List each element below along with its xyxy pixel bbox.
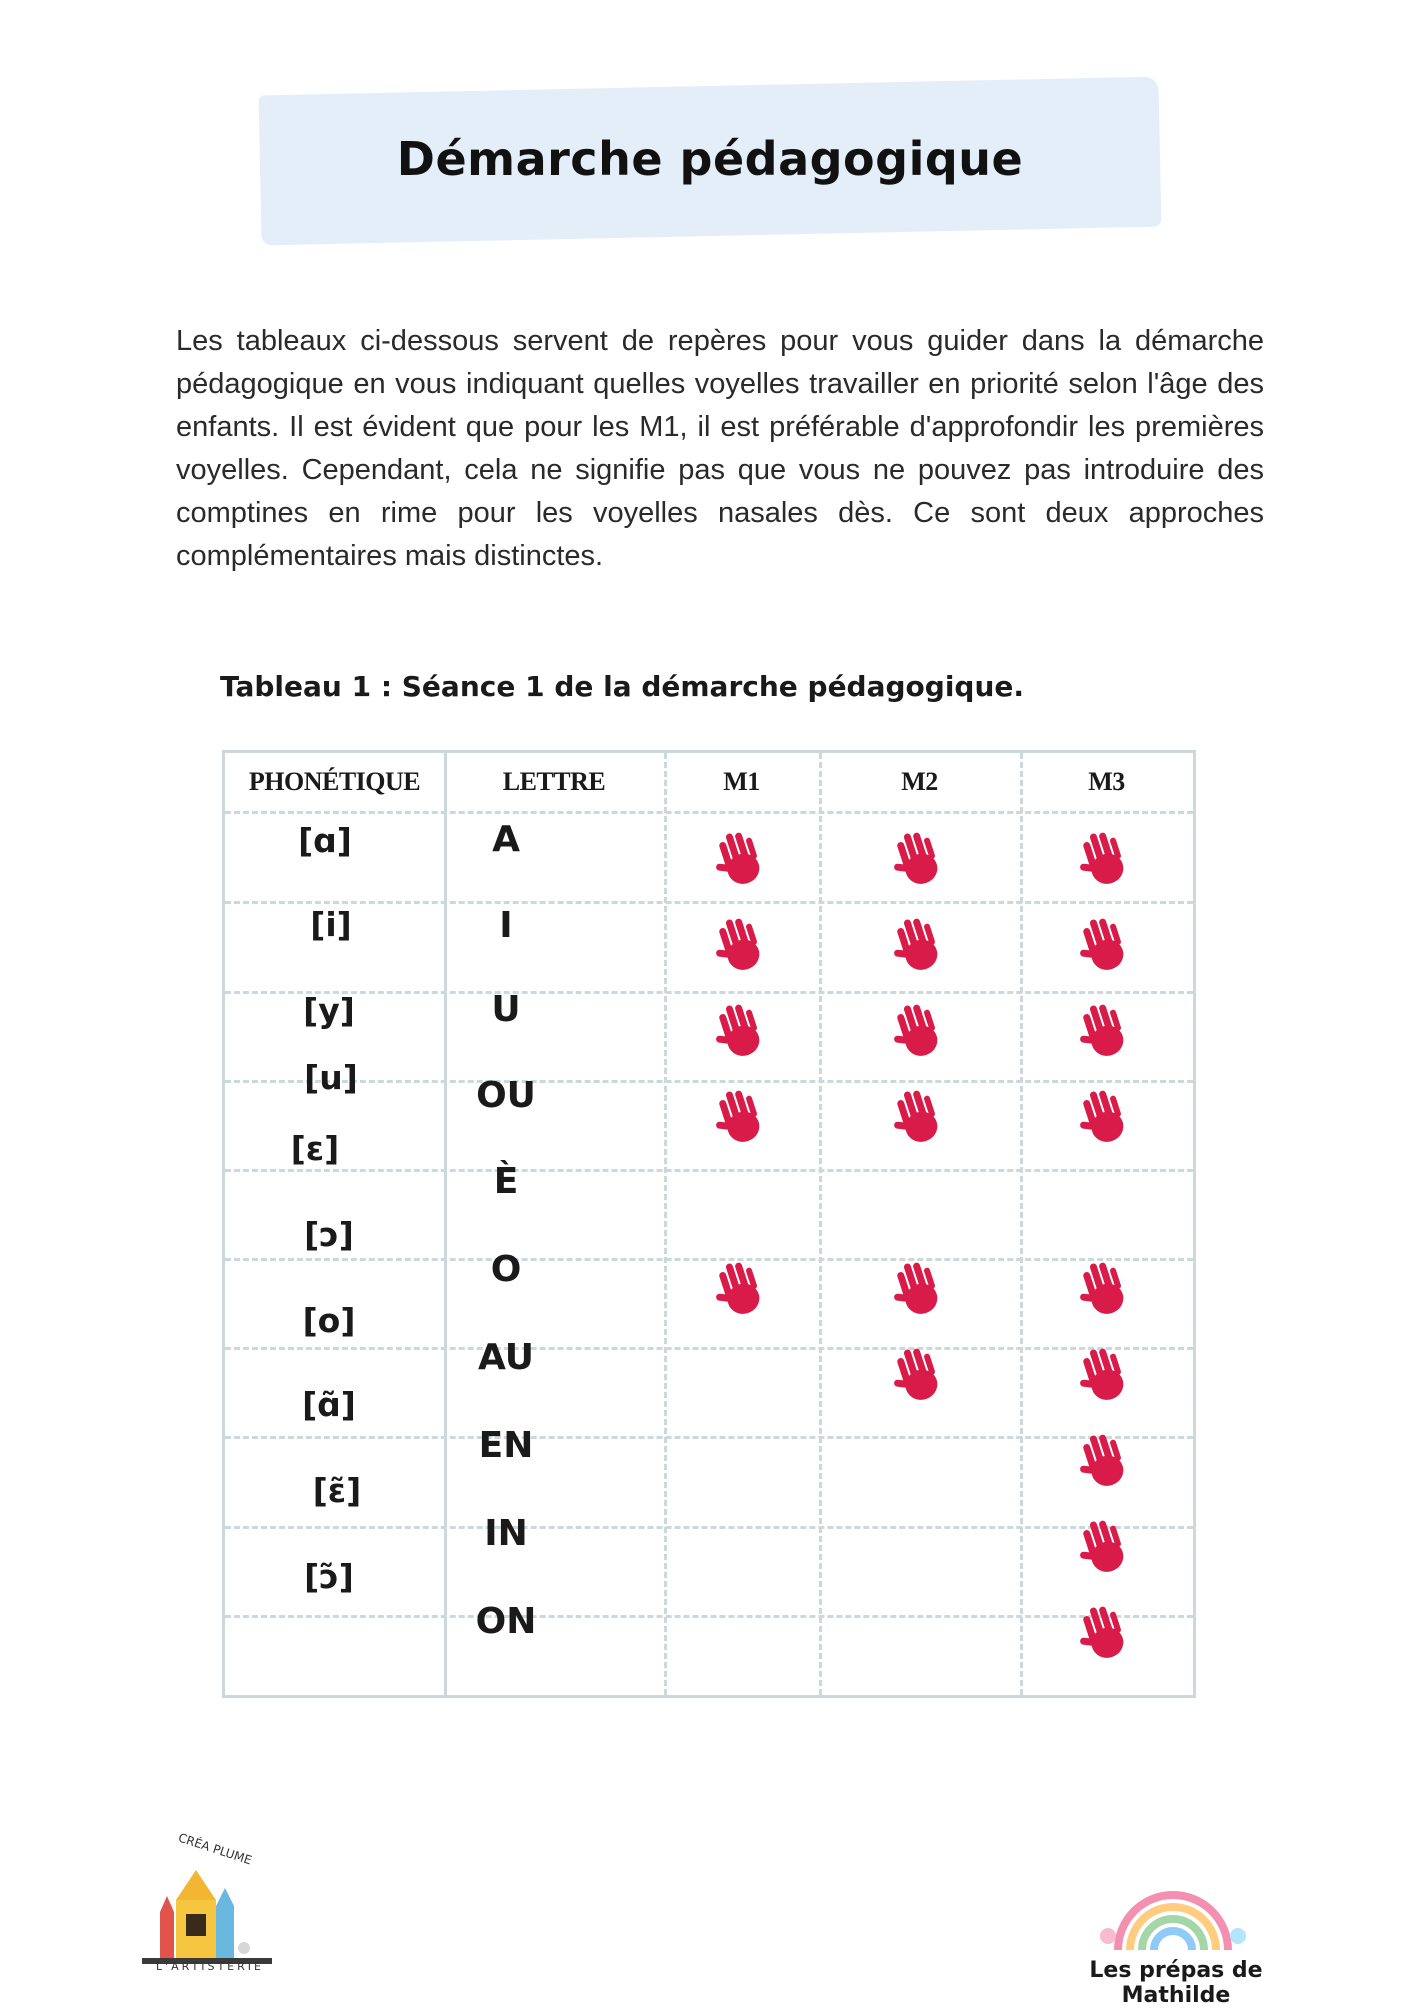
red-handprint-icon	[1074, 1513, 1136, 1579]
red-handprint-icon	[1074, 997, 1136, 1063]
red-handprint-icon	[888, 1341, 950, 1407]
table-caption: Tableau 1 : Séance 1 de la démarche pédagogique.	[220, 670, 1025, 703]
row-divider	[225, 1526, 1193, 1529]
red-handprint-icon	[710, 997, 772, 1063]
page-title: Démarche pédagogique	[396, 132, 1024, 186]
red-handprint-icon	[710, 1083, 772, 1149]
letter-cell: IN	[484, 1513, 528, 1554]
red-handprint-icon	[1074, 1427, 1136, 1493]
red-handprint-icon	[710, 1255, 772, 1321]
row-divider	[225, 1258, 1193, 1261]
red-handprint-icon	[1074, 825, 1136, 891]
phonetic-symbol: [i]	[310, 905, 352, 944]
column-divider	[819, 753, 822, 1695]
intro-paragraph: Les tableaux ci-dessous servent de repères pour vous guider dans la démarche pédagogique en vous indiquant quelles voyelles travailler en priorité selon l'âge des enfants. Il est évident que pour les M1, il est préférable d'approfondir les premières voyelles. Cependant, cela ne signifie pas que vous ne pouvez pas introduire des comptines en rime pour les voyelles nasales dès. Ce sont deux approches complémentaires mais distinctes.	[176, 325, 1264, 572]
phonetic-symbol: [o]	[302, 1301, 356, 1340]
row-divider	[225, 1169, 1193, 1172]
red-handprint-icon	[1074, 1083, 1136, 1149]
header-m3: M3	[1088, 767, 1125, 796]
red-handprint-icon	[888, 911, 950, 977]
red-handprint-icon	[888, 997, 950, 1063]
red-handprint-icon	[1074, 1255, 1136, 1321]
column-divider	[1020, 753, 1023, 1695]
letter-cell: I	[499, 905, 513, 946]
red-handprint-icon	[710, 911, 772, 977]
vowel-table	[222, 750, 1196, 1698]
letter-cell: È	[493, 1161, 519, 1202]
red-handprint-icon	[1074, 911, 1136, 977]
rainbow-logo	[1078, 1876, 1268, 1956]
phonetic-symbol: [ɑ]	[298, 821, 352, 860]
phonetic-symbol: [ɛ]	[290, 1129, 340, 1168]
phonetic-symbol: [ɔ̃]	[304, 1557, 354, 1596]
row-divider	[225, 1436, 1193, 1439]
letter-cell: OU	[476, 1075, 536, 1116]
letter-cell: ON	[475, 1601, 537, 1642]
row-divider	[225, 1347, 1193, 1350]
phonetic-symbol: [y]	[303, 991, 355, 1030]
header-m2: M2	[901, 767, 938, 796]
red-handprint-icon	[888, 825, 950, 891]
artisterie-wordmark: L'ARTISTERIE	[156, 1960, 264, 1973]
red-handprint-icon	[888, 1255, 950, 1321]
row-divider	[225, 811, 1193, 814]
phonetic-symbol: [ɛ̃]	[312, 1471, 362, 1510]
red-handprint-icon	[888, 1083, 950, 1149]
phonetic-symbol: [ɔ]	[304, 1215, 354, 1254]
row-divider	[225, 1615, 1193, 1618]
red-handprint-icon	[710, 825, 772, 891]
letter-cell: A	[492, 819, 520, 860]
crea-plume-wordmark: CRÉA PLUME	[176, 1830, 254, 1868]
letter-cell: U	[491, 989, 521, 1030]
column-divider	[664, 753, 667, 1695]
letter-cell: EN	[478, 1425, 534, 1466]
phonetic-symbol: [u]	[304, 1058, 358, 1097]
header-phonetique: PHONÉTIQUE	[248, 767, 421, 796]
header-lettre: LETTRE	[502, 767, 606, 796]
letter-cell: AU	[478, 1337, 534, 1378]
header-m1: M1	[723, 767, 760, 796]
red-handprint-icon	[1074, 1341, 1136, 1407]
mathilde-wordmark: Les prépas de Mathilde	[1089, 1958, 1263, 2008]
red-handprint-icon	[1074, 1599, 1136, 1665]
phonetic-symbol: [ɑ̃]	[302, 1385, 356, 1424]
row-divider	[225, 901, 1193, 904]
letter-cell: O	[490, 1249, 522, 1290]
